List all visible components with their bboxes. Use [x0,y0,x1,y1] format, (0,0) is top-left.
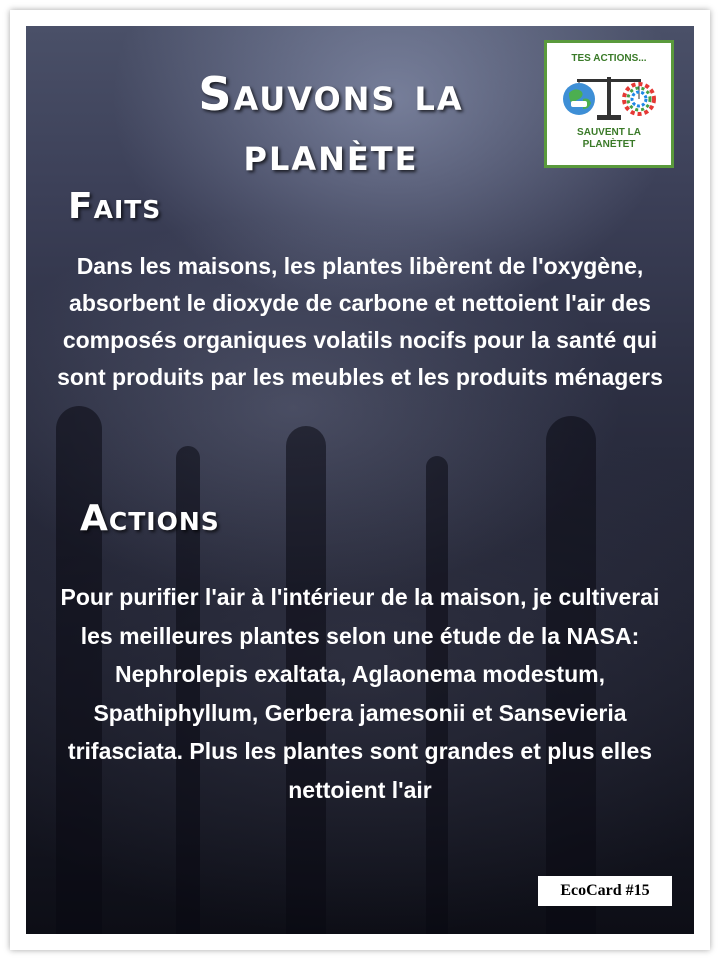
logo-bottom-line2: PLANÈTET [582,139,636,150]
faits-heading: Faits [68,186,162,227]
logo [544,40,674,168]
faits-text: Dans les maisons, les plantes libèrent de l'oxygène, absorbent le dioxyde de carbone et nettoient l'air des composés organiques volatils nocifs pour la santé qui sont produits par les meubles et les produits ménagers [57,253,663,390]
actions-text: Pour purifier l'air à l'intérieur de la maison, je cultiverai les meilleures plantes selon une étude de la NASA: Nephrolepis exaltata, Aglaonema modestum, Spathiphyllum, Gerbera jamesonii et Sansevieria trifasciata. Plus les plantes sont grandes et plus elles nettoient l'air [60,584,660,803]
ecocard [26,26,694,934]
ecocard-number-badge: EcoCard #15 [538,876,672,906]
actions-heading: Actions [80,498,220,539]
logo-top-text: TES ACTIONS... [571,53,647,64]
logo-bottom-line1: SAUVENT LA [577,127,641,138]
card-title-line2: planète [243,127,419,181]
logo-bottom-text [547,127,671,151]
earth-scales-people-icon [557,69,661,123]
card-title-line1: Sauvons la [198,67,464,121]
card-title [146,64,516,184]
